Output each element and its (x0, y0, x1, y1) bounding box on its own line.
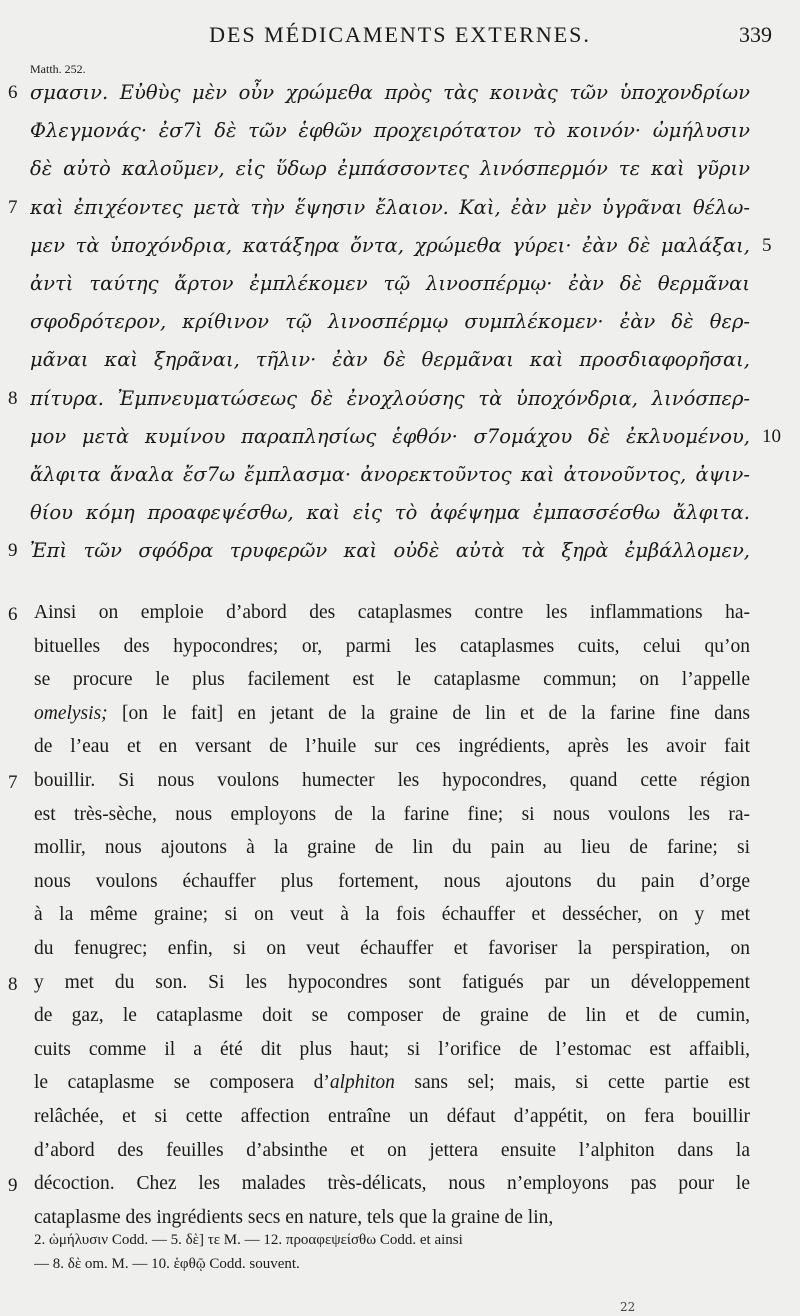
section-number: 8 (8, 973, 18, 995)
french-text: est très-sèche, nous employons de la farine fine; si nous voulons les ra- (34, 803, 750, 825)
section-number: 6 (8, 604, 18, 625)
french-line (34, 663, 750, 697)
running-header: DES MÉDICAMENTS EXTERNES. (209, 22, 591, 47)
greek-line: ἀντὶ ταύτης ἄρτον ἐμπλέκομεν τῷ λινοσπέρμῳ· ἐὰν δὲ θερμᾶναι (30, 271, 750, 295)
french-text: se procure le plus facilement est le cataplasme commun; on l’appelle (34, 669, 750, 691)
french-text: d’abord des feuilles d’absinthe et on jettera ensuite l’alphiton dans la (34, 1139, 750, 1161)
french-text: le cataplasme se composera d’ (34, 1072, 330, 1094)
greek-line: Φλεγμονάς· ἐσ7ὶ δὲ τῶν ἑφθῶν προχειρότατον τὸ κοινόν· ὠμήλυσιν (30, 119, 750, 143)
french-text: relâchée, et si cette affection entraîne un défaut d’appétit, on fera bouillir (34, 1105, 750, 1127)
italic-term: omelysis; (34, 702, 108, 724)
french-line (34, 697, 750, 731)
section-number: 8 (8, 387, 18, 409)
greek-line: μον μετὰ κυμίνου παραπλησίως ἑφθόν· σ7ομάχου δὲ ἐκλυομένου, (30, 424, 750, 448)
french-line (34, 798, 750, 832)
french-text: à la même graine; si on veut à la fois échauffer et dessécher, on y met (34, 904, 750, 926)
line-number: 10 (762, 425, 781, 447)
greek-line: μεν τὰ ὑποχόνδρια, κατάξηρα ὄντα, χρώμεθα γύρει· ἐὰν δὲ μαλάξαι, (30, 233, 750, 257)
french-line (34, 831, 750, 865)
section-number: 7 (8, 772, 18, 793)
french-text: nous voulons échauffer plus fortement, nous ajoutons du pain d’orge (34, 870, 750, 892)
french-text: mollir, nous ajoutons à la graine de lin du pain au lieu de farine; si (34, 837, 750, 859)
french-text: y met du son. Si les hypocondres sont fatigués par un développement (34, 971, 750, 993)
french-line (34, 1100, 750, 1134)
french-text: Ainsi on emploie d’abord des cataplasmes contre les inflammations ha- (34, 602, 750, 623)
french-line (34, 764, 750, 798)
french-text: décoction. Chez les malades très-délicats, nous n’employons pas pour le (34, 1173, 750, 1195)
french-text: de gaz, le cataplasme doit se composer de graine de lin et de cumin, (34, 1005, 750, 1027)
french-text: cuits comme il a été dit plus haut; si l’orifice de l’estomac est affaibli, (34, 1038, 750, 1060)
french-translation (34, 596, 750, 1234)
greek-line: καὶ ἐπιχέοντες μετὰ τὴν ἕψησιν ἔλαιον. Καὶ, ἐὰν μὲν ὑγρᾶναι θέλω- (30, 195, 750, 219)
french-line (34, 1066, 750, 1100)
french-text: [on le fait] en jetant de la graine de lin et de la farine fine dans (107, 702, 750, 724)
french-line (34, 865, 750, 899)
greek-line: Ἐπὶ τῶν σφόδρα τρυφερῶν καὶ οὐδὲ αὐτὰ τὰ ξηρὰ ἐμβάλλομεν, (30, 539, 750, 563)
french-line (34, 966, 750, 1000)
greek-line: θίου κόμη προαφεψέσθω, καὶ εἰς τὸ ἀφέψημα ἐμπασσέσθω ἄλφιτα. (30, 501, 750, 525)
french-line (34, 596, 750, 630)
reference-mark: Matth. 252. (30, 62, 86, 76)
french-line (34, 999, 750, 1033)
footnotes (34, 1228, 750, 1276)
greek-line: ἄλφιτα ἄναλα ἔσ7ω ἔμπλασμα· ἀνορεκτοῦντος καὶ ἀτονοῦντος, ἀψιν- (30, 462, 750, 486)
section-number: 9 (8, 1175, 18, 1197)
french-line (34, 730, 750, 764)
french-line (34, 1033, 750, 1067)
greek-text (30, 74, 750, 570)
french-line (34, 898, 750, 932)
french-line (34, 1134, 750, 1168)
french-line (34, 932, 750, 966)
greek-line: δὲ αὐτὸ καλοῦμεν, εἰς ὕδωρ ἐμπάσσοντες λινόσπερμόν τε καὶ γῦριν (30, 157, 750, 181)
italic-term: alphiton (329, 1072, 395, 1094)
section-number: 6 (8, 82, 18, 103)
section-number: 9 (8, 540, 18, 562)
french-text: bituelles des hypocondres; or, parmi les cataplasmes cuits, celui qu’on (34, 635, 750, 657)
greek-line: σφοδρότερον, κρίθινον τῷ λινοσπέρμῳ συμπλέκομεν· ἐὰν δὲ θερ- (30, 310, 750, 334)
footnote-line: — 8. δὲ om. M. — 10. ἑφθῷ Codd. souvent. (34, 1256, 300, 1272)
french-text: du fenugrec; enfin, si on veut échauffer et favoriser la perspiration, on (34, 937, 750, 959)
line-number: 5 (762, 234, 772, 256)
greek-line: πίτυρα. Ἐμπνευματώσεως δὲ ἐνοχλούσης τὰ ὑποχόνδρια, λινόσπερ- (30, 386, 750, 410)
french-line (34, 630, 750, 664)
signature-mark: 22 (620, 1300, 636, 1314)
greek-line: μᾶναι καὶ ξηρᾶναι, τῆλιν· ἐὰν δὲ θερμᾶναι καὶ προσδιαφορῆσαι, (30, 348, 750, 372)
french-text: cataplasme des ingrédients secs en nature, tels que la graine de lin, (34, 1206, 554, 1228)
french-text: bouillir. Si nous voulons humecter les hypocondres, quand cette région (34, 769, 750, 791)
greek-line: σμασιν. Εὐθὺς μὲν οὖν χρώμεθα πρὸς τὰς κοινὰς τῶν ὑποχονδρίων (30, 81, 750, 104)
french-text: sans sel; mais, si cette partie est (394, 1072, 750, 1094)
french-text: de l’eau et en versant de l’huile sur ces ingrédients, après les avoir fait (34, 736, 750, 758)
section-number: 7 (8, 196, 18, 218)
page-number: 339 (739, 22, 772, 47)
french-line (34, 1167, 750, 1201)
footnote-line: 2. ὠμήλυσιν Codd. — 5. δὲ] τε M. — 12. προαφεψείσθω Codd. et ainsi (34, 1232, 463, 1248)
